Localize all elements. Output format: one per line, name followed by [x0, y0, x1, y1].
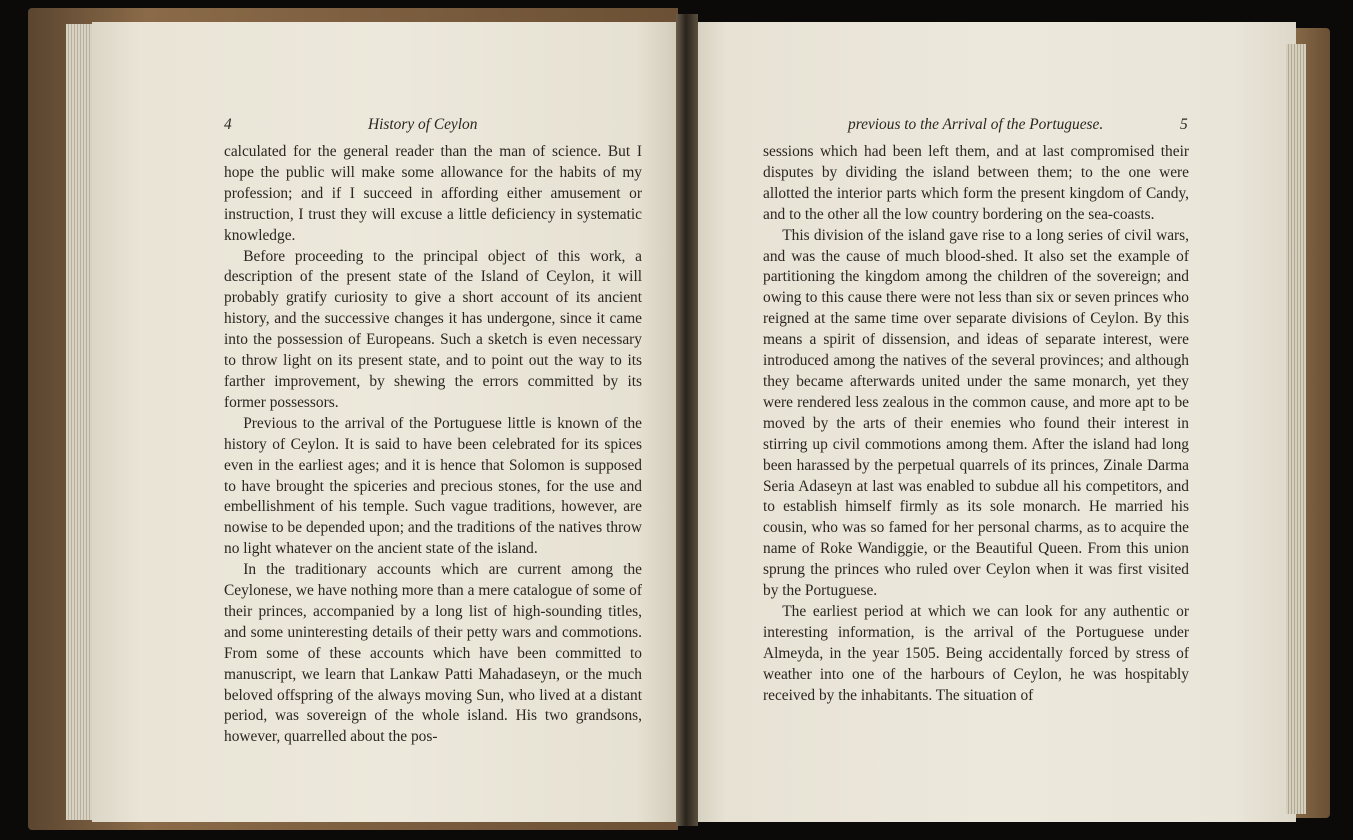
paragraph: The earliest period at which we can look for any authentic or interesting information, is the arrival of the Portuguese under Almeyda, in the year 1505. Being accidentally forced by stress of weather into one of the harbours of Ceylon, he was hospitably received by the inhabitants. The situation of: [763, 602, 1189, 704]
paragraph: Before proceeding to the principal object of this work, a description of the present state of the Island of Ceylon, it will probably gratify curiosity to give a short account of its ancient history, and the successive changes it has undergone, since it came into the possession of Europeans. Such a sketch is even necessary to throw light on its present state, and to point out the way to its farther improvement, by shewing the errors committed by its former possessors.: [224, 247, 642, 411]
paragraph: In the traditionary accounts which are current among the Ceylonese, we have nothing more than a mere catalogue of some of their princes, accompanied by a long list of high-sounding titles, and some uninteresting details of their petty wars and commotions. From some of these accounts which have been committed to manuscript, we learn that Lankaw Patti Mahadaseyn, or the much beloved offspring of the always moving Sun, who lived at a distant period, was sovereign of the whole island. His two grandsons, however, quarrelled about the pos-: [224, 561, 642, 746]
right-page-number: 5: [1180, 116, 1188, 133]
page-edges-right: [1286, 44, 1306, 814]
book-gutter: [676, 14, 698, 826]
paragraph: sessions which had been left them, and at last compromised their disputes by dividing the island between them; to the one were allotted the interior parts which form the present kingdom of Candy, and to the other all the low country bordering on the sea-coasts.: [763, 143, 1189, 223]
left-page-body: [224, 142, 642, 748]
paragraph: calculated for the general reader than the man of science. But I hope the public will make some allowance for the habits of my profession; and if I succeed in affording either amusement or instruction, I trust they will excuse a little deficiency in systematic knowledge.: [224, 143, 642, 244]
right-page-body: [763, 142, 1189, 706]
right-running-head: previous to the Arrival of the Portuguese.: [848, 116, 1104, 133]
paragraph: Previous to the arrival of the Portuguese little is known of the history of Ceylon. It is said to have been celebrated for its spices even in the earliest ages; and it is hence that Solomon is supposed to have brought the spiceries and precious stones, for the use and embellishment of his temple. Such vague traditions, however, are nowise to be depended upon; and the traditions of the natives throw no light whatever on the ancient state of the island.: [224, 414, 642, 558]
paragraph: This division of the island gave rise to a long series of civil wars, and was the cause of much blood-shed. It also set the example of partitioning the kingdom among the children of the sovereign; and owing to this cause there were not less than six or seven princes who reigned at the same time over separate divisions of Ceylon. By this means a spirit of dissension, and ideas of separate interest, were introduced among the natives of the several provinces; and although they became afterwards united under the same monarch, yet they were rendered less zealous in the common cause, and more apt to be moved by the arts of their enemies who found their interest in stirring up civil commotions among them. After the island had long been harassed by the perpetual quarrels of its princes, Zinale Darma Seria Adaseyn at last was enabled to subdue all his competitors, and to establish himself firmly as its sole monarch. He married his cousin, who was so famed for her personal charms, as to acquire the name of Roke Wandiggie, or the Beautiful Queen. From this union sprung the princes who ruled over Ceylon when it was first visited by the Portuguese.: [763, 226, 1189, 600]
left-running-head: History of Ceylon: [368, 116, 478, 133]
left-page-number: 4: [224, 116, 232, 133]
